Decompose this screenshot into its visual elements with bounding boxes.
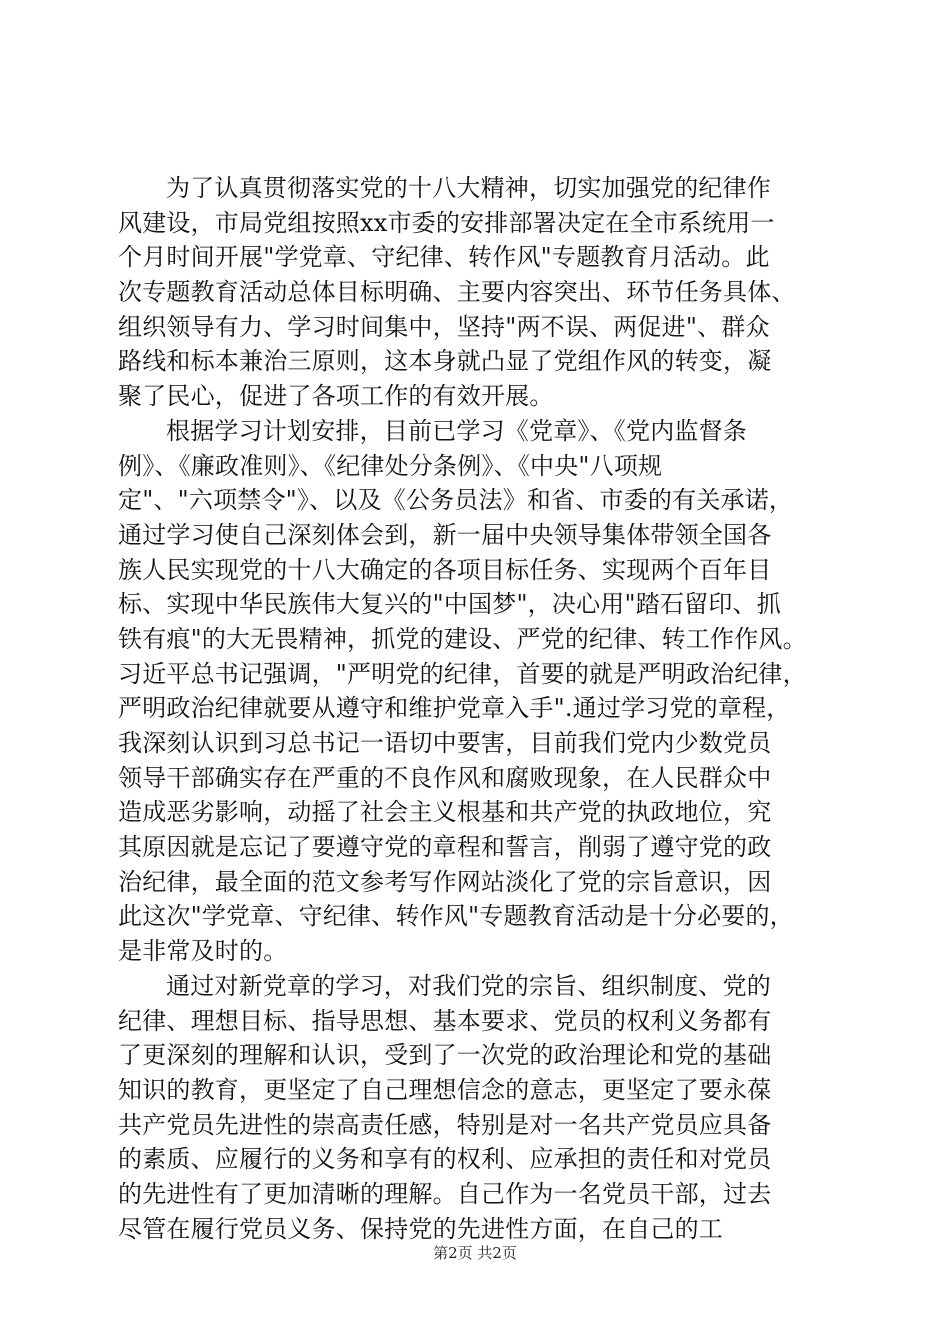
text-line: 次专题教育活动总体目标明确、主要内容突出、环节任务具体、 bbox=[118, 278, 796, 307]
paragraph-3 bbox=[118, 969, 832, 1247]
text-line: 其原因就是忘记了要遵守党的章程和誓言，削弱了遵守党的政 bbox=[118, 833, 772, 862]
text-line: 是非常及时的。 bbox=[118, 937, 288, 966]
text-line: 领导干部确实存在严重的不良作风和腐败现象，在人民群众中 bbox=[118, 763, 772, 792]
text-line: 例》、《廉政准则》、《纪律处分条例》、《中央"八项规 bbox=[118, 451, 663, 480]
text-line: 造成恶劣影响，动摇了社会主义根基和共产党的执政地位，究 bbox=[118, 798, 772, 827]
text-line: 根据学习计划安排，目前已学习《党章》、《党内监督条 bbox=[166, 416, 747, 445]
text-line: 定"、"六项禁令"》、以及《公务员法》和省、市委的有关承诺， bbox=[118, 486, 794, 515]
text-line: 族人民实现党的十八大确定的各项目标任务、实现两个百年目 bbox=[118, 555, 772, 584]
text-line: 个月时间开展"学党章、守纪律、转作风"专题教育月活动。此 bbox=[118, 243, 770, 272]
text-line: 的素质、应履行的义务和享有的权利、应承担的责任和对党员 bbox=[118, 1145, 772, 1174]
text-line: 通过学习使自己深刻体会到，新一届中央领导集体带领全国各 bbox=[118, 520, 772, 549]
text-line: 此这次"学党章、守纪律、转作风"专题教育活动是十分必要的， bbox=[118, 902, 794, 931]
text-line: 铁有痕"的大无畏精神，抓党的建设、严党的纪律、转工作作风。 bbox=[118, 624, 807, 653]
text-line: 我深刻认识到习总书记一语切中要害，目前我们党内少数党员 bbox=[118, 729, 772, 757]
text-line: 共产党员先进性的崇高责任感，特别是对一名共产党员应具备 bbox=[118, 1110, 772, 1139]
text-line: 通过对新党章的学习，对我们党的宗旨、组织制度、党的 bbox=[166, 971, 771, 1000]
text-line: 的先进性有了更加清晰的理解。自己作为一名党员干部，过去 bbox=[118, 1179, 772, 1208]
text-line: 尽管在履行党员义务、保持党的先进性方面，在自己的工 bbox=[118, 1214, 723, 1243]
text-line: 路线和标本兼治三原则，这本身就凸显了党组作风的转变，凝 bbox=[118, 347, 772, 376]
text-line: 习近平总书记强调，"严明党的纪律，首要的就是严明政治纪律， bbox=[118, 659, 807, 688]
text-line: 了更深刻的理解和认识，受到了一次党的政治理论和党的基础 bbox=[118, 1041, 772, 1070]
text-line: 为了认真贯彻落实党的十八大精神，切实加强党的纪律作 bbox=[166, 174, 771, 202]
paragraph-2 bbox=[118, 414, 832, 969]
text-line: 风建设，市局党组按照xx市委的安排部署决定在全市系统用一 bbox=[118, 208, 775, 237]
text-line: 治纪律，最全面的范文参考写作网站淡化了党的宗旨意识，因 bbox=[118, 867, 772, 896]
text-line: 组织领导有力、学习时间集中，坚持"两不误、两促进"、群众 bbox=[118, 312, 770, 341]
text-line: 聚了民心，促进了各项工作的有效开展。 bbox=[118, 382, 554, 411]
paragraph-1 bbox=[118, 171, 832, 414]
text-line: 严明政治纪律就要从遵守和维护党章入手".通过学习党的章程， bbox=[118, 694, 791, 723]
document-body bbox=[118, 171, 832, 1246]
text-line: 标、实现中华民族伟大复兴的"中国梦"，决心用"踏石留印、抓 bbox=[118, 590, 781, 619]
text-line: 知识的教育，更坚定了自己理想信念的意志，更坚定了要永葆 bbox=[118, 1075, 772, 1104]
page-number-footer: 第2页 共2页 bbox=[433, 1244, 517, 1262]
text-line: 纪律、理想目标、指导思想、基本要求、党员的权利义务都有 bbox=[118, 1006, 772, 1035]
